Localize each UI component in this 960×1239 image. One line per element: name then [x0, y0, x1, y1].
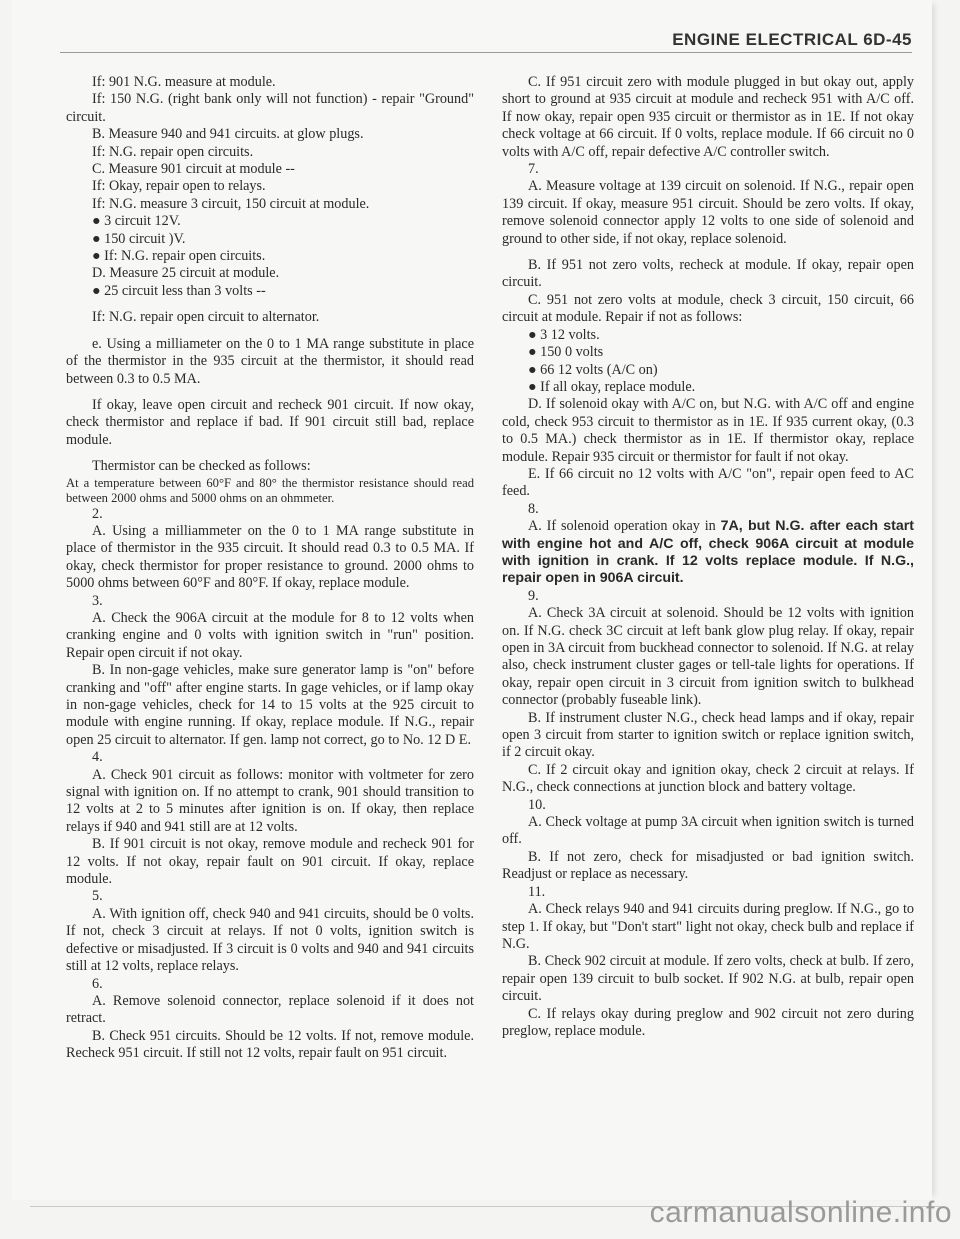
paragraph-text: 2.	[92, 505, 103, 522]
header-rule	[60, 52, 912, 53]
paragraph	[66, 888, 474, 905]
paragraph	[502, 327, 914, 344]
bold-instruction: 7A, but N.G. after each start with engine hot and A/C off, check 906A circuit at module with ignition in crank. If 12 volts replace module. If N.G., repair open in 906A circuit.	[502, 518, 914, 587]
paragraph	[66, 336, 474, 388]
paragraph	[66, 476, 474, 506]
paragraph-text: B. If 951 not zero volts, recheck at module. If okay, repair open circuit.	[502, 257, 914, 291]
paragraph-text: ● 3 circuit 12V.	[92, 213, 181, 230]
paragraph-text: If: N.G. repair open circuit to alternator.	[92, 309, 320, 326]
paragraph-text: D. If solenoid okay with A/C on, but N.G. with A/C off and engine cold, check 953 circuit to thermistor as in 1E. If 935 current okay, (0.3 to 0.5 MA.) check thermistor as in 1E. If thermistor okay, replace module. Repair 935 circuit or thermistor for fault if not okay.	[502, 396, 914, 465]
paragraph	[502, 466, 914, 501]
paragraph-text: 8.	[528, 500, 539, 517]
paragraph-text: 7.	[528, 161, 539, 178]
paragraph	[502, 814, 914, 849]
paragraph-text: B. If not zero, check for misadjusted or bad ignition switch. Readjust or replace as necessary.	[502, 848, 914, 883]
paragraph-text: ● 66 12 volts (A/C on)	[528, 361, 658, 378]
paragraph	[502, 257, 914, 292]
paragraph	[66, 593, 474, 610]
paragraph-text: 11.	[528, 883, 546, 900]
paragraph-text: e. Using a milliameter on the 0 to 1 MA range substitute in place of the thermistor in the 935 circuit at the thermistor, it should read between 0.3 to 0.5 MA.	[66, 335, 474, 387]
paragraph	[66, 506, 474, 523]
paragraph	[66, 610, 474, 662]
paragraph-text: D. Measure 25 circuit at module.	[92, 265, 280, 282]
paragraph-text: At a temperature between 60°F and 80° the thermistor resistance should read between 2000 ohms and 5000 ohms on an ohmmeter.	[66, 475, 474, 505]
right-column	[502, 74, 914, 1040]
paragraph-text: 5.	[92, 888, 103, 905]
paragraph	[66, 397, 474, 449]
paragraph	[66, 993, 474, 1028]
paragraph-text: A. Remove solenoid connector, replace solenoid if it does not retract.	[66, 992, 474, 1027]
paragraph-text: A. Check the 906A circuit at the module for 8 to 12 volts when cranking engine and 0 volts with ignition switch in "run" position. Repair open circuit if not okay.	[66, 609, 474, 661]
paragraph	[66, 662, 474, 749]
paragraph	[66, 976, 474, 993]
paragraph	[502, 362, 914, 379]
paragraph-text: A. If solenoid operation okay in	[528, 518, 721, 535]
paragraph	[66, 74, 474, 91]
paragraph-text: If: N.G. repair open circuits.	[92, 143, 254, 160]
paragraph	[66, 767, 474, 837]
paragraph-text: B. If instrument cluster N.G., check head lamps and if okay, repair open 3 circuit from starter to ignition switch or replace ignition switch, if 2 circuit okay.	[502, 709, 914, 761]
paragraph-text: If okay, leave open circuit and recheck 901 circuit. If now okay, check thermistor and replace if bad. If 901 circuit still bad, replace module.	[66, 396, 474, 448]
paragraph-text: If: 150 N.G. (right bank only will not function) - repair "Ground" circuit.	[66, 91, 474, 125]
paragraph	[66, 906, 474, 976]
paragraph-text: 4.	[92, 749, 103, 766]
paragraph-text: E. If 66 circuit no 12 volts with A/C "on", repair open feed to AC feed.	[502, 465, 914, 500]
paragraph-text: A. Measure voltage at 139 circuit on solenoid. If N.G., repair open 139 circuit. If okay, measure 951 circuit. Should be zero volts. If okay, remove solenoid connector apply 12 volts to one side of solenoid and ground to other side, if not okay, replace solenoid.	[502, 178, 914, 247]
paragraph	[502, 797, 914, 814]
paragraph-text: C. If 2 circuit okay and ignition okay, check 2 circuit at relays. If N.G., check connections at junction block and battery voltage.	[502, 761, 914, 796]
paragraph-text: 6.	[92, 975, 103, 992]
paragraph-text: ● 3 12 volts.	[528, 326, 600, 343]
paragraph	[502, 588, 914, 605]
paragraph	[502, 518, 914, 588]
paragraph	[502, 1006, 914, 1041]
paragraph	[502, 901, 914, 953]
paragraph-text: ● 25 circuit less than 3 volts --	[92, 282, 266, 299]
paragraph-text: If: Okay, repair open to relays.	[92, 178, 266, 195]
paragraph	[66, 248, 474, 265]
paragraph-text: B. Measure 940 and 941 circuits. at glow plugs.	[92, 126, 364, 143]
paragraph-text: A. With ignition off, check 940 and 941 circuits, should be 0 volts. If not, check 3 circuit at relays. If not 0 volts, ignition switch is defective or misadjusted. If 3 circuit is 0 volts and 940 and 941 circuits still at 12 volts, replace relays.	[66, 905, 474, 975]
paragraph	[66, 265, 474, 282]
paragraph-text: B. In non-gage vehicles, make sure generator lamp is "on" before cranking and "off" after engine starts. In gage vehicles, or if lamp okay in non-gage vehicles, check for 14 to 15 volts at the 925 circuit to module with engine running. If okay, replace module. If N.G., repair open 25 circuit to alternator. If gen. lamp not correct, go to No. 12 D E.	[66, 662, 474, 748]
paragraph-text: B. Check 951 circuits. Should be 12 volts. If not, remove module. Recheck 951 circuit. If still not 12 volts, repair fault on 951 circuit.	[66, 1027, 474, 1062]
page-header: ENGINE ELECTRICAL 6D-45	[672, 30, 912, 49]
paragraph	[502, 344, 914, 361]
paragraph-text: A. Check relays 940 and 941 circuits during preglow. If N.G., go to step 1. If okay, but "Don't start" light not okay, check bulb and replace if N.G.	[502, 901, 914, 952]
paragraph-text: Thermistor can be checked as follows:	[92, 458, 311, 475]
paragraph-text: A. Check 901 circuit as follows: monitor with voltmeter for zero signal with ignition on. If no attempt to crank, 901 should transition to 12 volts at 2 to 5 minutes after ignition is on. If okay, then replace relays if 940 and 941 still are at 12 volts.	[66, 766, 474, 835]
paragraph-text: If: 901 N.G. measure at module.	[92, 74, 276, 90]
paragraph-text: ● 150 circuit )V.	[92, 230, 186, 247]
paragraph-text: 10.	[528, 796, 546, 813]
paragraph-text: ● 150 0 volts	[528, 344, 604, 361]
watermark: carmanualsonline.info	[649, 1196, 952, 1229]
paragraph-text: 3.	[92, 592, 103, 609]
paragraph	[66, 126, 474, 143]
paragraph	[66, 161, 474, 178]
paragraph-text: If: N.G. measure 3 circuit, 150 circuit at module.	[92, 195, 370, 212]
paragraph	[66, 231, 474, 248]
paragraph	[502, 605, 914, 709]
paragraph	[66, 836, 474, 888]
paragraph-text: A. Check 3A circuit at solenoid. Should be 12 volts with ignition on. If N.G. check 3C circuit at left bank glow plug relay. If okay, repair open in 3A circuit from buckhead connector to solenoid. If N.G. at relay also, check instrument cluster gages or tell-tale lights for operations. If okay, repair open circuit in 3 circuit from ignition switch to bulkhead connector (probably fuseable link).	[502, 605, 914, 709]
paragraph	[66, 1028, 474, 1063]
paragraph	[502, 396, 914, 466]
paragraph-text: A. Using a milliammeter on the 0 to 1 MA range substitute in place of thermistor in the 935 circuit. It should read 0.3 to 0.5 MA. If okay, check thermistor for proper resistance to ground. 2000 ohms to 5000 ohms between 60°F and 80°F. If okay, replace module.	[66, 522, 474, 592]
paragraph-text: C. If relays okay during preglow and 902 circuit not zero during preglow, replace module.	[502, 1005, 914, 1039]
paragraph	[502, 849, 914, 884]
paragraph	[66, 91, 474, 126]
paragraph	[502, 501, 914, 518]
paragraph-text: A. Check voltage at pump 3A circuit when ignition switch is turned off.	[502, 814, 914, 848]
paragraph	[66, 309, 474, 326]
paragraph-text: C. If 951 circuit zero with module plugged in but okay out, apply short to ground at 935 circuit at module and recheck 951 with A/C off. If now okay, repair open 935 circuit or thermistor as in 1E. If not okay check voltage at 66 circuit. If 0 volts, replace module. If 66 circuit no 0 volts with A/C off, repair defective A/C controller switch.	[502, 74, 914, 160]
paragraph	[502, 953, 914, 1005]
paragraph	[502, 74, 914, 161]
paragraph-text: B. If 901 circuit is not okay, remove module and recheck 901 for 12 volts. If not okay, repair fault on 901 circuit. If okay, replace module.	[66, 836, 474, 888]
paragraph	[502, 762, 914, 797]
left-column	[66, 74, 474, 1063]
paragraph	[502, 379, 914, 396]
paragraph	[502, 178, 914, 248]
paragraph	[66, 196, 474, 213]
paragraph	[502, 884, 914, 901]
paragraph-text: ● If all okay, replace module.	[528, 378, 696, 395]
paragraph-text: ● If: N.G. repair open circuits.	[92, 248, 266, 265]
paragraph	[66, 178, 474, 195]
paragraph	[502, 161, 914, 178]
paragraph	[66, 213, 474, 230]
paragraph	[502, 292, 914, 327]
paragraph-text: 9.	[528, 587, 539, 604]
paragraph	[66, 458, 474, 475]
paragraph	[66, 283, 474, 300]
paragraph	[66, 749, 474, 766]
paragraph	[502, 710, 914, 762]
paragraph	[66, 523, 474, 593]
paragraph-text: C. 951 not zero volts at module, check 3 circuit, 150 circuit, 66 circuit at module. Repair if not as follows:	[502, 291, 914, 326]
paragraph	[66, 144, 474, 161]
paragraph-text: B. Check 902 circuit at module. If zero volts, check at bulb. If zero, repair open 139 circuit to bulb socket. If 902 N.G. at bulb, repair open circuit.	[502, 953, 914, 1005]
paragraph-text: C. Measure 901 circuit at module --	[92, 161, 295, 178]
